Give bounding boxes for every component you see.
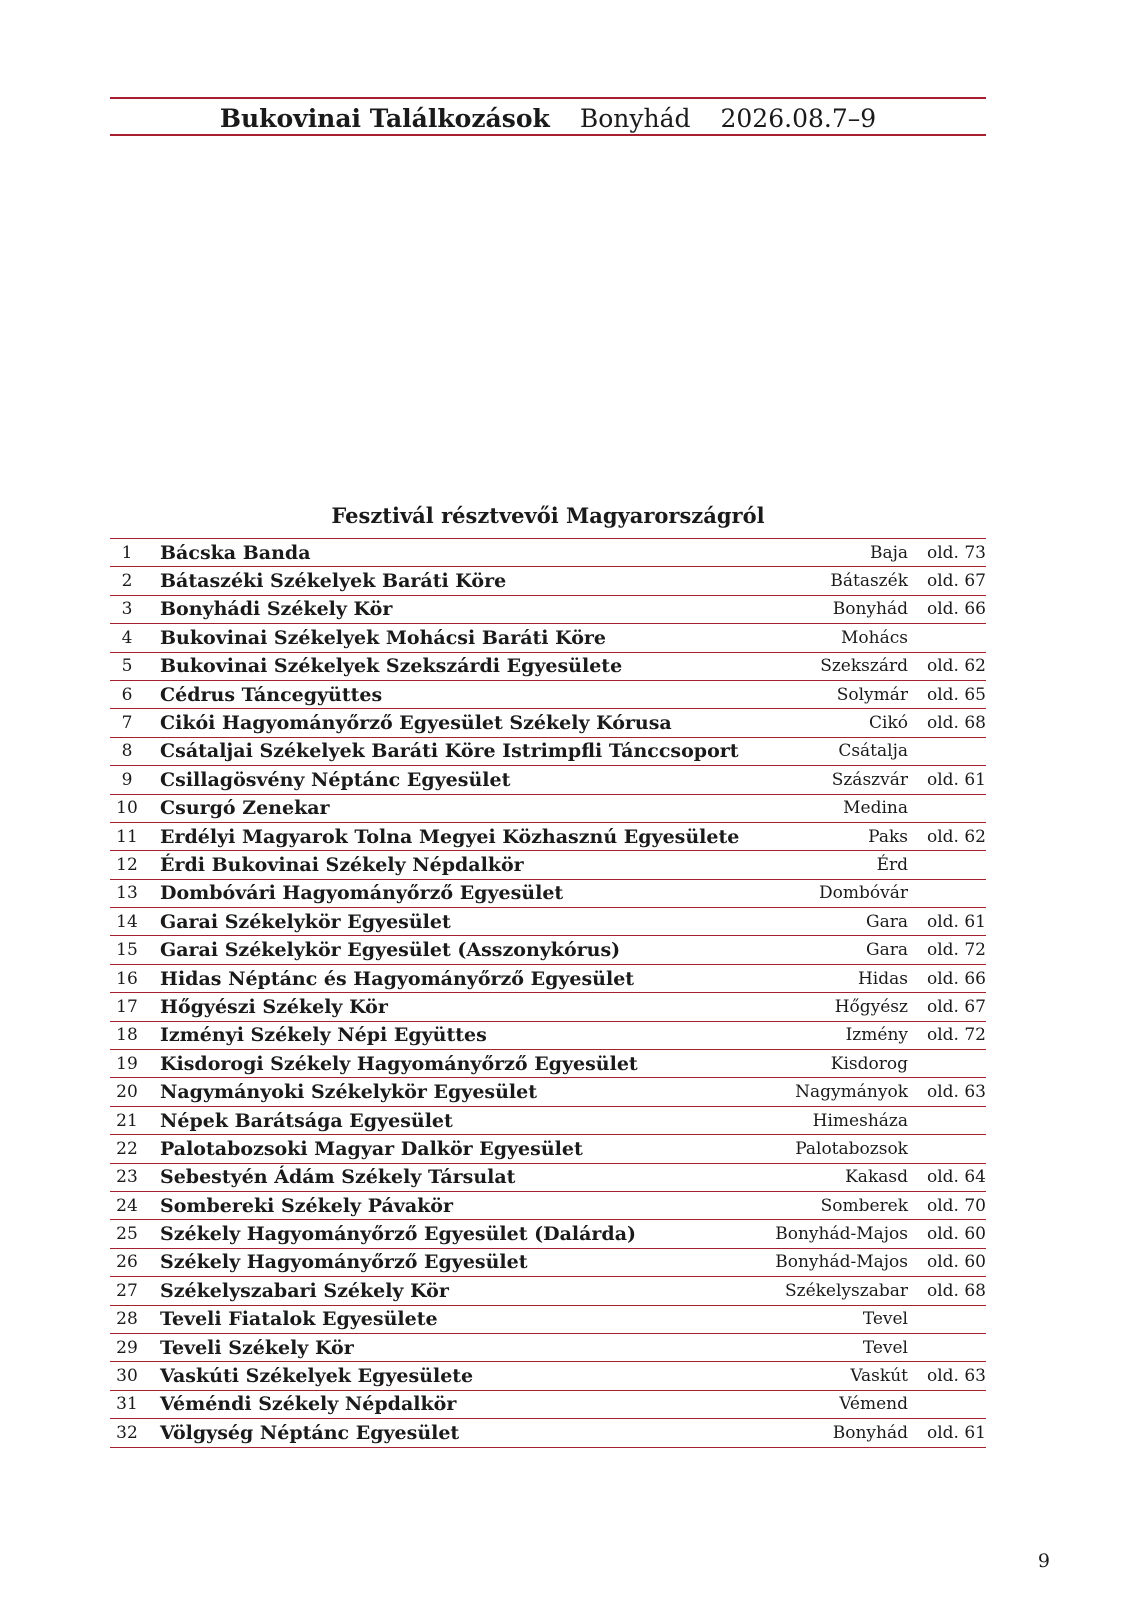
row-number: 2 bbox=[121, 571, 133, 592]
row-number: 15 bbox=[116, 940, 138, 961]
participant-name: Véméndi Székely Népdalkör bbox=[160, 1393, 457, 1416]
table-row bbox=[110, 766, 986, 794]
page-reference: old. 66 bbox=[927, 968, 986, 989]
table-row bbox=[110, 738, 986, 766]
row-number: 7 bbox=[121, 713, 133, 734]
participant-place: Hidas bbox=[857, 968, 908, 989]
participant-name: Cédrus Táncegyüttes bbox=[160, 683, 383, 706]
row-number: 13 bbox=[116, 883, 138, 904]
table-row bbox=[110, 1022, 986, 1050]
participant-name: Bátaszéki Székelyek Baráti Köre bbox=[160, 570, 507, 593]
row-number: 24 bbox=[116, 1195, 138, 1216]
section-title: Fesztivál résztvevői Magyarországról bbox=[331, 503, 765, 528]
participant-name: Izményi Székely Népi Együttes bbox=[160, 1024, 487, 1047]
row-number: 8 bbox=[121, 741, 133, 762]
page-reference: old. 67 bbox=[927, 571, 986, 592]
participant-place: Himesháza bbox=[812, 1110, 908, 1131]
participant-name: Garai Székelykör Egyesület bbox=[160, 910, 451, 933]
participant-name: Völgység Néptánc Egyesület bbox=[160, 1421, 460, 1444]
participant-name: Cikói Hagyományőrző Egyesület Székely Kórusa bbox=[160, 712, 672, 735]
row-number: 11 bbox=[116, 826, 138, 847]
participant-name: Bácska Banda bbox=[160, 541, 311, 564]
participant-place: Bonyhád bbox=[832, 1422, 908, 1443]
participant-place: Tevel bbox=[862, 1337, 908, 1358]
participant-name: Teveli Székely Kör bbox=[160, 1336, 354, 1359]
participant-place: Kisdorog bbox=[830, 1053, 908, 1074]
row-number: 27 bbox=[116, 1280, 138, 1301]
table-row bbox=[110, 1078, 986, 1106]
page-reference: old. 68 bbox=[927, 1280, 986, 1301]
table-row bbox=[110, 1164, 986, 1192]
participant-name: Csurgó Zenekar bbox=[160, 797, 330, 820]
table-row bbox=[110, 1306, 986, 1334]
participant-place: Bonyhád-Majos bbox=[775, 1252, 908, 1273]
participant-place: Bonyhád-Majos bbox=[775, 1224, 908, 1245]
row-number: 26 bbox=[116, 1252, 138, 1273]
page-reference: old. 64 bbox=[927, 1167, 986, 1188]
participant-place: Gara bbox=[866, 940, 908, 961]
participant-place: Nagymányok bbox=[795, 1082, 908, 1103]
row-number: 25 bbox=[116, 1224, 138, 1245]
table-row bbox=[110, 709, 986, 737]
table-row bbox=[110, 1334, 986, 1362]
row-number: 6 bbox=[121, 684, 133, 705]
participant-name: Dombóvári Hagyományőrző Egyesület bbox=[160, 882, 564, 905]
participant-name: Hidas Néptánc és Hagyományőrző Egyesület bbox=[160, 967, 635, 990]
page-reference: old. 67 bbox=[927, 996, 986, 1017]
row-number: 14 bbox=[116, 911, 138, 932]
table-row bbox=[110, 936, 986, 964]
table-row bbox=[110, 1192, 986, 1220]
page-reference: old. 66 bbox=[927, 599, 986, 620]
page-reference: old. 73 bbox=[927, 542, 986, 563]
participant-place: Vémend bbox=[839, 1394, 908, 1415]
row-number: 32 bbox=[116, 1422, 138, 1443]
page-reference: old. 68 bbox=[927, 713, 986, 734]
participant-place: Hőgyész bbox=[834, 996, 908, 1017]
row-number: 4 bbox=[121, 627, 133, 648]
row-number: 9 bbox=[121, 769, 133, 790]
table-row bbox=[110, 596, 986, 624]
participant-name: Vaskúti Székelyek Egyesülete bbox=[160, 1365, 474, 1388]
participants-table bbox=[110, 538, 986, 1448]
row-number: 16 bbox=[116, 968, 138, 989]
row-number: 18 bbox=[116, 1025, 138, 1046]
participant-place: Szekszárd bbox=[820, 656, 908, 677]
row-number: 10 bbox=[116, 798, 138, 819]
participant-name: Érdi Bukovinai Székely Népdalkör bbox=[160, 853, 524, 876]
row-number: 17 bbox=[116, 996, 138, 1017]
table-row bbox=[110, 1362, 986, 1390]
row-number: 12 bbox=[116, 854, 138, 875]
participant-place: Izmény bbox=[845, 1025, 908, 1046]
participant-name: Kisdorogi Székely Hagyományőrző Egyesület bbox=[160, 1052, 638, 1075]
page-reference: old. 70 bbox=[927, 1195, 986, 1216]
row-number: 1 bbox=[121, 542, 133, 563]
table-row bbox=[110, 965, 986, 993]
table-row bbox=[110, 880, 986, 908]
participant-place: Mohács bbox=[841, 627, 908, 648]
table-row bbox=[110, 653, 986, 681]
participant-place: Dombóvár bbox=[819, 883, 908, 904]
participant-place: Gara bbox=[866, 911, 908, 932]
participant-place: Vaskút bbox=[850, 1366, 908, 1387]
table-row bbox=[110, 823, 986, 851]
participant-name: Bukovinai Székelyek Mohácsi Baráti Köre bbox=[160, 626, 606, 649]
row-number: 23 bbox=[116, 1167, 138, 1188]
participant-place: Tevel bbox=[862, 1309, 908, 1330]
page-number: 9 bbox=[1037, 1550, 1050, 1572]
page-reference: old. 65 bbox=[927, 684, 986, 705]
table-row bbox=[110, 539, 986, 567]
header-top-rule bbox=[110, 97, 986, 99]
participant-name: Székely Hagyományőrző Egyesület bbox=[160, 1251, 528, 1274]
table-row bbox=[110, 1220, 986, 1248]
participant-name: Palotabozsoki Magyar Dalkör Egyesület bbox=[160, 1137, 583, 1160]
page-reference: old. 61 bbox=[927, 769, 986, 790]
participant-name: Népek Barátsága Egyesület bbox=[160, 1109, 453, 1132]
participant-place: Solymár bbox=[836, 684, 908, 705]
running-header bbox=[110, 100, 986, 136]
page-reference: old. 63 bbox=[927, 1082, 986, 1103]
table-row bbox=[110, 1391, 986, 1419]
participant-place: Somberek bbox=[820, 1195, 908, 1216]
row-number: 31 bbox=[116, 1394, 138, 1415]
row-number: 19 bbox=[116, 1053, 138, 1074]
page-reference: old. 72 bbox=[927, 1025, 986, 1046]
participant-name: Bukovinai Székelyek Szekszárdi Egyesülete bbox=[160, 655, 623, 678]
header-place: Bonyhád bbox=[579, 103, 691, 133]
page-reference: old. 62 bbox=[927, 826, 986, 847]
participant-name: Székelyszabari Székely Kör bbox=[160, 1279, 449, 1302]
row-number: 5 bbox=[121, 656, 133, 677]
participant-name: Sebestyén Ádám Székely Társulat bbox=[160, 1166, 516, 1189]
page-reference: old. 60 bbox=[927, 1252, 986, 1273]
table-row bbox=[110, 795, 986, 823]
header-bottom-rule bbox=[110, 134, 986, 136]
participant-place: Érd bbox=[876, 854, 908, 875]
row-number: 22 bbox=[116, 1138, 138, 1159]
participant-place: Kakasd bbox=[845, 1167, 908, 1188]
row-number: 20 bbox=[116, 1082, 138, 1103]
participant-place: Baja bbox=[869, 542, 908, 563]
participant-place: Bonyhád bbox=[832, 599, 908, 620]
header-title: Bukovinai Találkozások bbox=[219, 103, 550, 133]
table-row bbox=[110, 851, 986, 879]
table-row bbox=[110, 908, 986, 936]
participant-name: Csátaljai Székelyek Baráti Köre Istrimpfli Tánccsoport bbox=[160, 740, 739, 763]
table-row bbox=[110, 993, 986, 1021]
participant-place: Cikó bbox=[869, 713, 908, 734]
participant-name: Erdélyi Magyarok Tolna Megyei Közhasznú Egyesülete bbox=[160, 825, 740, 848]
table-row bbox=[110, 1249, 986, 1277]
page-reference: old. 61 bbox=[927, 1422, 986, 1443]
row-number: 28 bbox=[116, 1309, 138, 1330]
participant-place: Medina bbox=[843, 798, 908, 819]
header-date: 2026.08.7–9 bbox=[720, 103, 877, 133]
page-reference: old. 63 bbox=[927, 1366, 986, 1387]
row-number: 29 bbox=[116, 1337, 138, 1358]
row-number: 30 bbox=[116, 1366, 138, 1387]
table-row bbox=[110, 681, 986, 709]
participant-name: Hőgyészi Székely Kör bbox=[160, 995, 388, 1018]
participant-name: Bonyhádi Székely Kör bbox=[160, 598, 393, 621]
page-reference: old. 61 bbox=[927, 911, 986, 932]
participant-place: Paks bbox=[868, 826, 908, 847]
participant-name: Teveli Fiatalok Egyesülete bbox=[160, 1308, 438, 1331]
participant-place: Szászvár bbox=[831, 769, 908, 790]
page-reference: old. 62 bbox=[927, 656, 986, 677]
table-row bbox=[110, 567, 986, 595]
row-number: 3 bbox=[121, 599, 133, 620]
table-row bbox=[110, 1107, 986, 1135]
row-number: 21 bbox=[116, 1110, 138, 1131]
participant-name: Székely Hagyományőrző Egyesület (Dalárda) bbox=[160, 1223, 637, 1246]
participant-name: Sombereki Székely Pávakör bbox=[160, 1194, 453, 1217]
participant-name: Nagymányoki Székelykör Egyesület bbox=[160, 1081, 538, 1104]
table-row bbox=[110, 1050, 986, 1078]
table-row bbox=[110, 1277, 986, 1305]
table-row bbox=[110, 1135, 986, 1163]
participant-place: Székelyszabar bbox=[784, 1280, 908, 1301]
participant-place: Bátaszék bbox=[830, 571, 908, 592]
participant-name: Csillagösvény Néptánc Egyesület bbox=[160, 768, 511, 791]
participant-place: Csátalja bbox=[838, 741, 908, 762]
page-reference: old. 72 bbox=[927, 940, 986, 961]
participant-place: Palotabozsok bbox=[795, 1138, 908, 1159]
table-row bbox=[110, 624, 986, 652]
table-row bbox=[110, 1419, 986, 1447]
page-reference: old. 60 bbox=[927, 1224, 986, 1245]
participant-name: Garai Székelykör Egyesület (Asszonykórus) bbox=[160, 939, 621, 962]
